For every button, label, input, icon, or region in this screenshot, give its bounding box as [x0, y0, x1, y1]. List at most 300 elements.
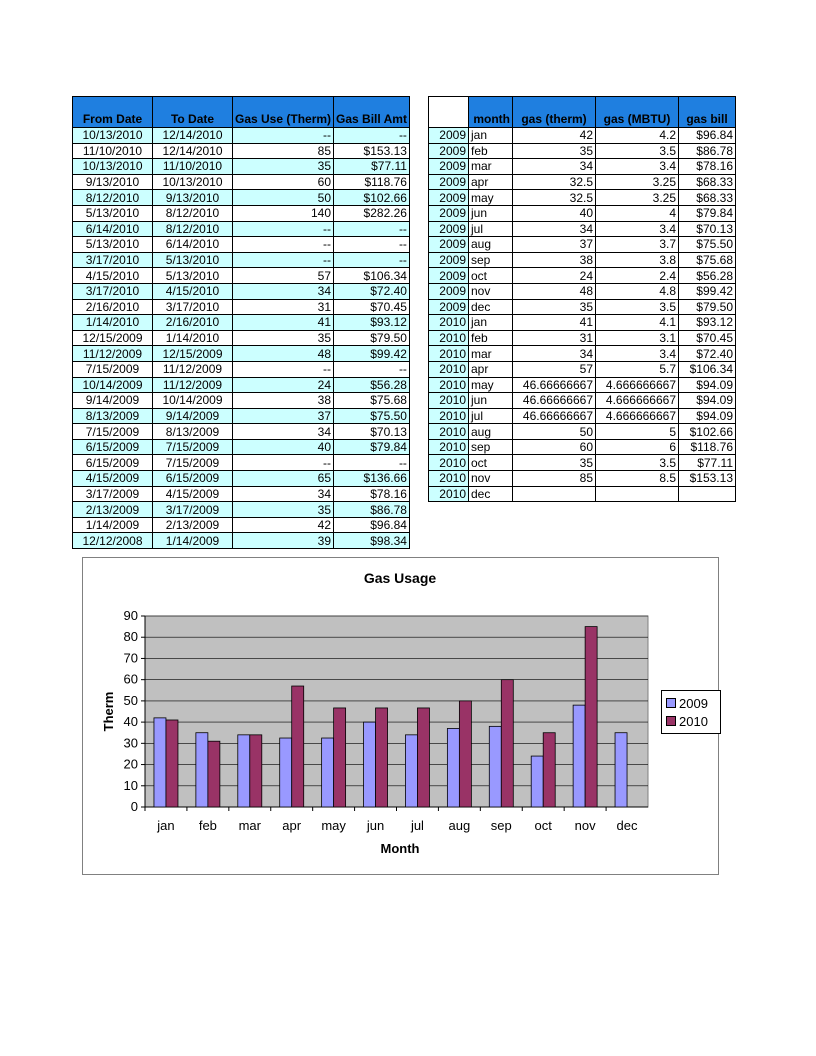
- gas-use-cell: 39: [233, 533, 334, 549]
- gas-bill-cell: $79.84: [679, 205, 736, 221]
- gas-therm-cell: 32.5: [513, 190, 596, 206]
- month-cell: jul: [469, 221, 513, 237]
- to-date-cell: 11/12/2009: [153, 377, 233, 393]
- to-date-cell: 5/13/2010: [153, 268, 233, 284]
- x-tick-label: may: [321, 818, 346, 833]
- bar-2010-nov: [585, 627, 597, 807]
- bar-2010-sep: [501, 680, 513, 807]
- gas-mbtu-cell: 4.666666667: [596, 377, 679, 393]
- x-tick-label: oct: [534, 818, 552, 833]
- month-cell: dec: [469, 299, 513, 315]
- year-cell: 2010: [429, 330, 469, 346]
- y-tick-label: 50: [123, 692, 138, 708]
- from-date-cell: 6/15/2009: [73, 439, 153, 455]
- from-date-cell: 2/16/2010: [73, 299, 153, 315]
- gas-bill-cell: $93.12: [334, 315, 410, 331]
- month-cell: nov: [469, 283, 513, 299]
- legend-entry-2010: [666, 712, 716, 730]
- to-date-cell: 8/12/2010: [153, 205, 233, 221]
- year-cell: 2009: [429, 221, 469, 237]
- gas-therm-cell: 35: [513, 143, 596, 159]
- bar-2009-nov: [573, 705, 585, 807]
- billing-row: [73, 424, 410, 440]
- monthly-row: [429, 283, 736, 299]
- year-cell: 2010: [429, 486, 469, 502]
- gas-bill-cell: $56.28: [334, 377, 410, 393]
- billing-row: [73, 455, 410, 471]
- gas-therm-cell: 46.66666667: [513, 408, 596, 424]
- y-tick-label: 30: [123, 735, 138, 751]
- bar-2009-apr: [280, 738, 292, 807]
- gas-bill-cell: $72.40: [679, 346, 736, 362]
- gas-bill-cell: $96.84: [679, 128, 736, 144]
- to-date-cell: 4/15/2009: [153, 486, 233, 502]
- month-cell: may: [469, 190, 513, 206]
- to-date-cell: 1/14/2009: [153, 533, 233, 549]
- billing-row: [73, 174, 410, 190]
- gas-bill-cell: $75.50: [679, 237, 736, 253]
- billing-row: [73, 205, 410, 221]
- gas-mbtu-cell: 8.5: [596, 471, 679, 487]
- year-cell: 2009: [429, 299, 469, 315]
- billing-row: [73, 315, 410, 331]
- bar-2009-feb: [196, 733, 208, 807]
- to-date-cell: 2/13/2009: [153, 517, 233, 533]
- gas-use-cell: 41: [233, 315, 334, 331]
- gas-therm-cell: 32.5: [513, 174, 596, 190]
- legend-label-2010: 2010: [679, 713, 708, 729]
- gas-mbtu-cell: 6: [596, 439, 679, 455]
- to-date-cell: 10/14/2009: [153, 393, 233, 409]
- month-cell: apr: [469, 361, 513, 377]
- billing-row: [73, 237, 410, 253]
- to-date-cell: 5/13/2010: [153, 252, 233, 268]
- gas-bill-cell: $70.45: [334, 299, 410, 315]
- gas-mbtu-cell: 2.4: [596, 268, 679, 284]
- bar-2009-aug: [447, 728, 459, 807]
- gas-use-cell: --: [233, 361, 334, 377]
- billing-row: [73, 408, 410, 424]
- gas-therm-cell: 38: [513, 252, 596, 268]
- to-date-cell: 9/14/2009: [153, 408, 233, 424]
- billing-row: [73, 221, 410, 237]
- month-cell: jul: [469, 408, 513, 424]
- gas-bill-cell: $79.50: [679, 299, 736, 315]
- y-axis-title: Therm: [101, 691, 116, 732]
- monthly-row: [429, 471, 736, 487]
- to-date-cell: 7/15/2009: [153, 439, 233, 455]
- gas-use-cell: 35: [233, 502, 334, 518]
- x-tick-label: aug: [448, 818, 471, 833]
- y-tick-label: 20: [123, 756, 138, 772]
- chart-svg: [83, 558, 718, 874]
- monthly-table-header: [429, 97, 736, 128]
- year-cell: 2010: [429, 471, 469, 487]
- monthly-row: [429, 205, 736, 221]
- gas-mbtu-cell: 4.8: [596, 283, 679, 299]
- gas-bill-cell: $94.09: [679, 377, 736, 393]
- year-cell: 2010: [429, 439, 469, 455]
- from-date-cell: 5/13/2010: [73, 237, 153, 253]
- bar-2010-feb: [208, 741, 220, 807]
- year-cell: 2009: [429, 159, 469, 175]
- from-date-cell: 5/13/2010: [73, 205, 153, 221]
- year-cell: 2009: [429, 237, 469, 253]
- to-date-cell: 7/15/2009: [153, 455, 233, 471]
- x-tick-label: nov: [574, 818, 596, 833]
- gas-use-cell: 50: [233, 190, 334, 206]
- gas-therm-cell: 40: [513, 205, 596, 221]
- gas-therm-cell: 42: [513, 128, 596, 144]
- monthly-row: [429, 439, 736, 455]
- legend-swatch-2010: [666, 716, 676, 726]
- y-tick-label: 90: [123, 608, 138, 623]
- gas-use-cell: 65: [233, 471, 334, 487]
- to-date-cell: 2/16/2010: [153, 315, 233, 331]
- gas-mbtu-cell: 3.4: [596, 221, 679, 237]
- gas-mbtu-cell: 3.7: [596, 237, 679, 253]
- monthly-row: [429, 159, 736, 175]
- monthly-row: [429, 128, 736, 144]
- gas-therm-cell: 46.66666667: [513, 377, 596, 393]
- billing-row: [73, 190, 410, 206]
- gas-use-cell: 34: [233, 424, 334, 440]
- gas-bill-cell: $77.11: [334, 159, 410, 175]
- monthly-row: [429, 221, 736, 237]
- billing-row: [73, 252, 410, 268]
- month-cell: aug: [469, 237, 513, 253]
- gas-therm-cell: 35: [513, 299, 596, 315]
- gas-therm-cell: 57: [513, 361, 596, 377]
- month-cell: jan: [469, 128, 513, 144]
- gas-use-cell: 48: [233, 346, 334, 362]
- from-date-cell: 3/17/2010: [73, 252, 153, 268]
- to-date-cell: 9/13/2010: [153, 190, 233, 206]
- gas-mbtu-cell: 4.666666667: [596, 408, 679, 424]
- month-cell: sep: [469, 252, 513, 268]
- monthly-row: [429, 330, 736, 346]
- year-cell: 2010: [429, 408, 469, 424]
- monthly-row: [429, 299, 736, 315]
- legend-entry-2009: [666, 694, 716, 712]
- year-cell: 2009: [429, 128, 469, 144]
- gas-bill-cell: $75.50: [334, 408, 410, 424]
- gas-bill-cell: $118.76: [334, 174, 410, 190]
- header-gas-mbtu: gas (MBTU): [596, 97, 679, 128]
- from-date-cell: 12/12/2008: [73, 533, 153, 549]
- gas-bill-cell: $94.09: [679, 393, 736, 409]
- billing-row: [73, 268, 410, 284]
- header-to-date: To Date: [153, 97, 233, 128]
- y-tick-label: 70: [123, 650, 138, 666]
- month-cell: apr: [469, 174, 513, 190]
- gas-bill-cell: $70.13: [679, 221, 736, 237]
- billing-row: [73, 283, 410, 299]
- x-tick-label: dec: [616, 818, 638, 833]
- billing-row: [73, 471, 410, 487]
- x-tick-label: apr: [282, 818, 302, 833]
- gas-mbtu-cell: 3.5: [596, 455, 679, 471]
- gas-use-cell: 34: [233, 486, 334, 502]
- billing-table-header: [73, 97, 410, 128]
- x-tick-label: sep: [490, 818, 512, 833]
- month-cell: jan: [469, 315, 513, 331]
- gas-mbtu-cell: 4.666666667: [596, 393, 679, 409]
- gas-therm-cell: 48: [513, 283, 596, 299]
- year-cell: 2009: [429, 190, 469, 206]
- header-year: [429, 97, 469, 128]
- gas-bill-cell: $78.16: [334, 486, 410, 502]
- month-cell: feb: [469, 330, 513, 346]
- gas-therm-cell: 50: [513, 424, 596, 440]
- to-date-cell: 12/14/2010: [153, 128, 233, 144]
- gas-bill-cell: $153.13: [679, 471, 736, 487]
- gas-bill-cell: --: [334, 128, 410, 144]
- monthly-row: [429, 190, 736, 206]
- to-date-cell: 12/14/2010: [153, 143, 233, 159]
- plot-area: [145, 616, 648, 807]
- gas-bill-cell: $106.34: [679, 361, 736, 377]
- gas-mbtu-cell: 3.25: [596, 190, 679, 206]
- gas-mbtu-cell: 3.25: [596, 174, 679, 190]
- to-date-cell: 12/15/2009: [153, 346, 233, 362]
- monthly-row: [429, 252, 736, 268]
- gas-therm-cell: 41: [513, 315, 596, 331]
- month-cell: may: [469, 377, 513, 393]
- bar-2009-dec: [615, 733, 627, 807]
- from-date-cell: 7/15/2009: [73, 424, 153, 440]
- x-tick-label: jun: [366, 818, 385, 833]
- gas-usage-chart: [82, 557, 719, 875]
- gas-bill-cell: [679, 486, 736, 502]
- from-date-cell: 10/14/2009: [73, 377, 153, 393]
- gas-bill-cell: --: [334, 455, 410, 471]
- x-axis-title: Month: [380, 841, 420, 856]
- from-date-cell: 10/13/2010: [73, 128, 153, 144]
- billing-row: [73, 330, 410, 346]
- gas-use-cell: 42: [233, 517, 334, 533]
- bar-2009-jul: [405, 735, 417, 807]
- gas-bill-cell: $153.13: [334, 143, 410, 159]
- gas-use-cell: --: [233, 221, 334, 237]
- billing-row: [73, 486, 410, 502]
- gas-therm-cell: 34: [513, 221, 596, 237]
- gas-use-cell: 35: [233, 330, 334, 346]
- monthly-row: [429, 143, 736, 159]
- x-tick-label: mar: [238, 818, 261, 833]
- monthly-row: [429, 346, 736, 362]
- gas-mbtu-cell: 4.1: [596, 315, 679, 331]
- bar-2010-jun: [376, 708, 388, 807]
- billing-row: [73, 393, 410, 409]
- monthly-row: [429, 408, 736, 424]
- billing-row: [73, 517, 410, 533]
- month-cell: feb: [469, 143, 513, 159]
- gas-mbtu-cell: 3.5: [596, 299, 679, 315]
- gas-bill-cell: $79.84: [334, 439, 410, 455]
- month-cell: mar: [469, 346, 513, 362]
- monthly-row: [429, 486, 736, 502]
- gas-mbtu-cell: 3.4: [596, 346, 679, 362]
- to-date-cell: 3/17/2009: [153, 502, 233, 518]
- gas-therm-cell: 37: [513, 237, 596, 253]
- header-gas-bill: Gas Bill Amt: [334, 97, 410, 128]
- x-tick-label: jan: [157, 818, 175, 833]
- bar-2010-oct: [543, 733, 555, 807]
- monthly-row: [429, 455, 736, 471]
- gas-therm-cell: 35: [513, 455, 596, 471]
- year-cell: 2010: [429, 377, 469, 393]
- bar-2009-oct: [531, 756, 543, 807]
- gas-bill-cell: $99.42: [679, 283, 736, 299]
- from-date-cell: 9/14/2009: [73, 393, 153, 409]
- gas-bill-cell: --: [334, 221, 410, 237]
- billing-row: [73, 439, 410, 455]
- billing-row: [73, 159, 410, 175]
- gas-bill-cell: $102.66: [334, 190, 410, 206]
- gas-bill-cell: $68.33: [679, 190, 736, 206]
- monthly-row: [429, 268, 736, 284]
- bar-2010-mar: [250, 735, 262, 807]
- from-date-cell: 7/15/2009: [73, 361, 153, 377]
- bar-2009-jun: [364, 722, 376, 807]
- from-date-cell: 9/13/2010: [73, 174, 153, 190]
- month-cell: jun: [469, 205, 513, 221]
- gas-bill-cell: $96.84: [334, 517, 410, 533]
- year-cell: 2009: [429, 268, 469, 284]
- bar-2009-may: [322, 738, 334, 807]
- gas-therm-cell: 60: [513, 439, 596, 455]
- gas-mbtu-cell: [596, 486, 679, 502]
- billing-row: [73, 361, 410, 377]
- gas-use-cell: 38: [233, 393, 334, 409]
- gas-mbtu-cell: 4: [596, 205, 679, 221]
- legend-label-2009: 2009: [679, 695, 708, 711]
- billing-row: [73, 533, 410, 549]
- year-cell: 2010: [429, 315, 469, 331]
- from-date-cell: 4/15/2010: [73, 268, 153, 284]
- year-cell: 2010: [429, 393, 469, 409]
- to-date-cell: 8/12/2010: [153, 221, 233, 237]
- chart-legend: [661, 690, 721, 734]
- from-date-cell: 10/13/2010: [73, 159, 153, 175]
- legend-swatch-2009: [666, 698, 676, 708]
- to-date-cell: 4/15/2010: [153, 283, 233, 299]
- gas-mbtu-cell: 5.7: [596, 361, 679, 377]
- gas-bill-cell: --: [334, 252, 410, 268]
- to-date-cell: 8/13/2009: [153, 424, 233, 440]
- bar-2010-apr: [292, 686, 304, 807]
- header-gas-use: Gas Use (Therm): [233, 97, 334, 128]
- from-date-cell: 3/17/2009: [73, 486, 153, 502]
- bar-2010-jan: [166, 720, 178, 807]
- gas-bill-cell: $75.68: [334, 393, 410, 409]
- from-date-cell: 12/15/2009: [73, 330, 153, 346]
- monthly-row: [429, 174, 736, 190]
- gas-use-cell: 35: [233, 159, 334, 175]
- header-gas-therm: gas (therm): [513, 97, 596, 128]
- gas-use-cell: 34: [233, 283, 334, 299]
- gas-therm-cell: 34: [513, 346, 596, 362]
- monthly-row: [429, 315, 736, 331]
- to-date-cell: 6/15/2009: [153, 471, 233, 487]
- gas-use-cell: 40: [233, 439, 334, 455]
- chart-title: Gas Usage: [363, 570, 437, 586]
- gas-bill-cell: $98.34: [334, 533, 410, 549]
- gas-bill-cell: $72.40: [334, 283, 410, 299]
- from-date-cell: 8/12/2010: [73, 190, 153, 206]
- monthly-row: [429, 393, 736, 409]
- gas-therm-cell: 46.66666667: [513, 393, 596, 409]
- billing-row: [73, 377, 410, 393]
- y-tick-label: 40: [123, 714, 138, 730]
- gas-bill-cell: $77.11: [679, 455, 736, 471]
- gas-use-cell: --: [233, 455, 334, 471]
- gas-use-cell: --: [233, 237, 334, 253]
- gas-bill-cell: $70.13: [334, 424, 410, 440]
- gas-bill-cell: $93.12: [679, 315, 736, 331]
- from-date-cell: 8/13/2009: [73, 408, 153, 424]
- gas-use-cell: 31: [233, 299, 334, 315]
- to-date-cell: 3/17/2010: [153, 299, 233, 315]
- header-gas-bill-monthly: gas bill: [679, 97, 736, 128]
- monthly-row: [429, 424, 736, 440]
- gas-bill-cell: $282.26: [334, 205, 410, 221]
- gas-bill-cell: $78.16: [679, 159, 736, 175]
- gas-mbtu-cell: 3.1: [596, 330, 679, 346]
- gas-mbtu-cell: 4.2: [596, 128, 679, 144]
- month-cell: oct: [469, 455, 513, 471]
- from-date-cell: 11/10/2010: [73, 143, 153, 159]
- monthly-row: [429, 377, 736, 393]
- gas-bill-cell: --: [334, 237, 410, 253]
- from-date-cell: 4/15/2009: [73, 471, 153, 487]
- gas-therm-cell: 85: [513, 471, 596, 487]
- year-cell: 2009: [429, 174, 469, 190]
- month-cell: jun: [469, 393, 513, 409]
- gas-mbtu-cell: 3.4: [596, 159, 679, 175]
- year-cell: 2010: [429, 346, 469, 362]
- from-date-cell: 6/14/2010: [73, 221, 153, 237]
- month-cell: sep: [469, 439, 513, 455]
- bar-2009-mar: [238, 735, 250, 807]
- gas-bill-cell: $102.66: [679, 424, 736, 440]
- from-date-cell: 1/14/2009: [73, 517, 153, 533]
- bar-2009-sep: [489, 726, 501, 807]
- to-date-cell: 11/12/2009: [153, 361, 233, 377]
- year-cell: 2009: [429, 143, 469, 159]
- gas-mbtu-cell: 3.5: [596, 143, 679, 159]
- gas-bill-cell: $56.28: [679, 268, 736, 284]
- gas-bill-cell: $70.45: [679, 330, 736, 346]
- year-cell: 2009: [429, 252, 469, 268]
- gas-bill-cell: --: [334, 361, 410, 377]
- gas-use-cell: 24: [233, 377, 334, 393]
- from-date-cell: 2/13/2009: [73, 502, 153, 518]
- gas-use-cell: --: [233, 252, 334, 268]
- year-cell: 2010: [429, 455, 469, 471]
- gas-use-cell: 85: [233, 143, 334, 159]
- x-tick-label: feb: [198, 818, 217, 833]
- gas-bill-cell: $86.78: [334, 502, 410, 518]
- y-tick-label: 60: [123, 671, 138, 687]
- billing-row: [73, 346, 410, 362]
- gas-mbtu-cell: 3.8: [596, 252, 679, 268]
- gas-bill-cell: $75.68: [679, 252, 736, 268]
- billing-row: [73, 299, 410, 315]
- gas-bill-cell: $99.42: [334, 346, 410, 362]
- header-month: month: [469, 97, 513, 128]
